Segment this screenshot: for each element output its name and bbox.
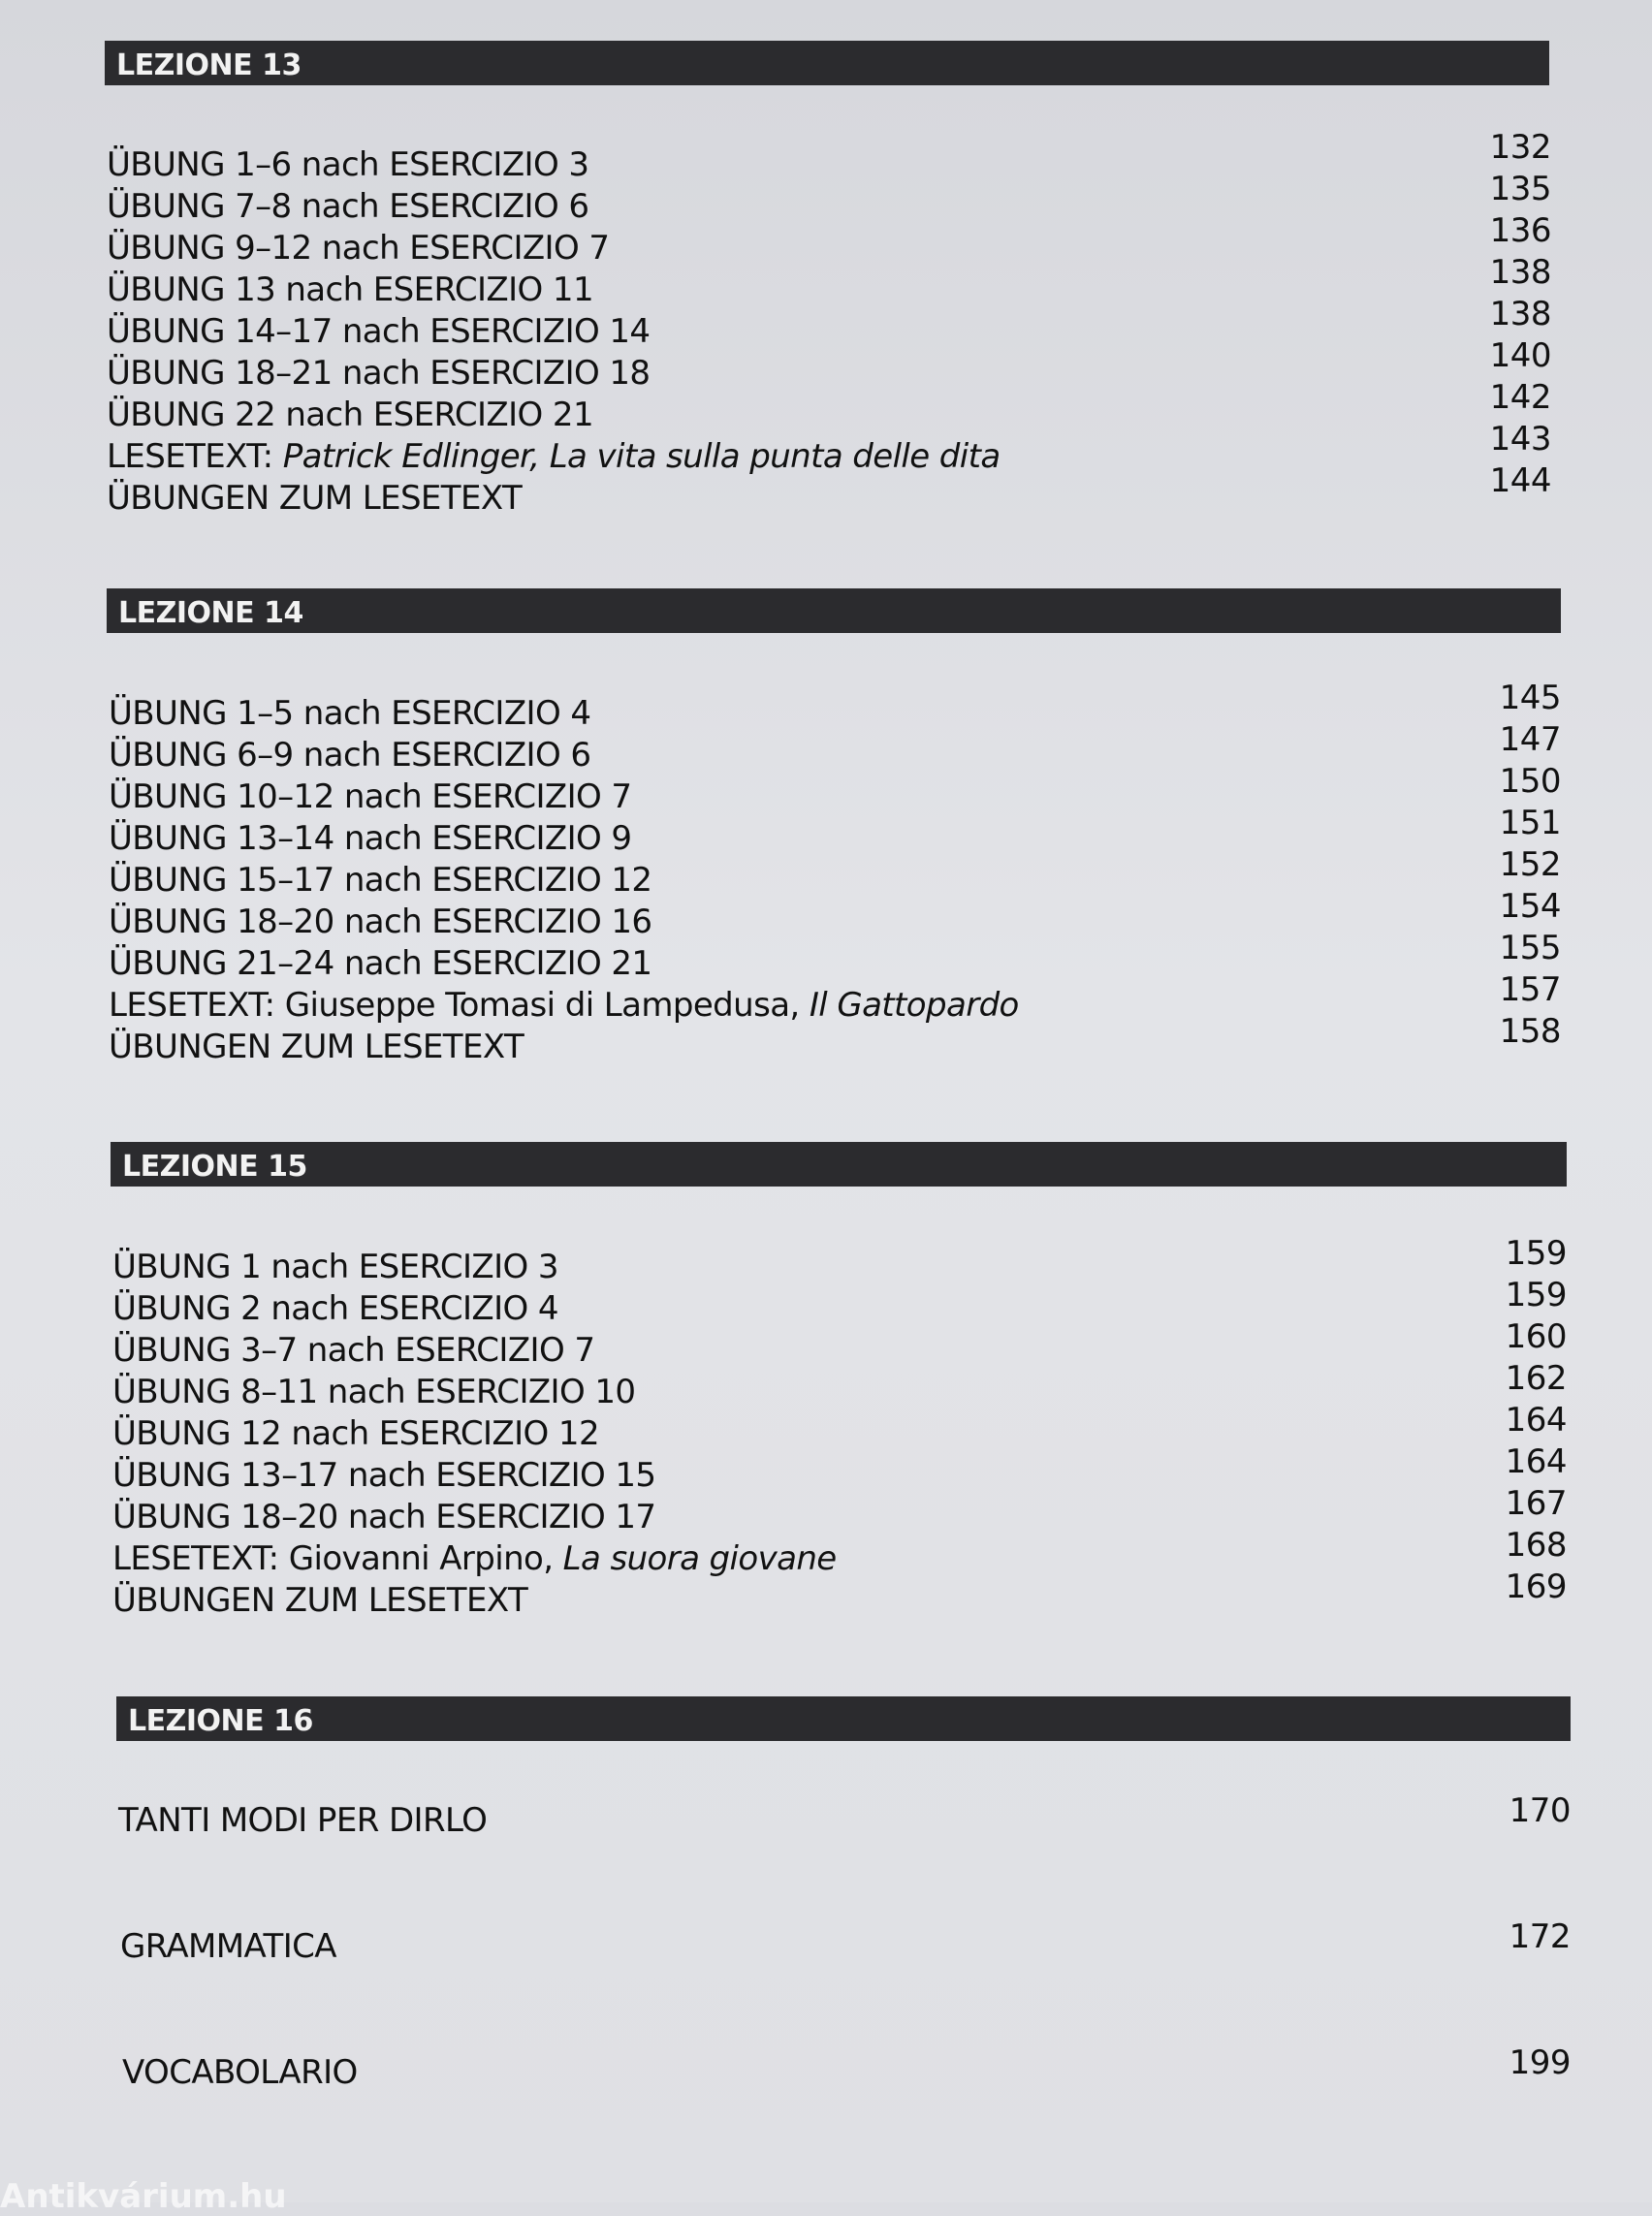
entry-title: ÜBUNG 12 nach ESERCIZIO 12 bbox=[112, 1414, 599, 1453]
section-heading-label: LEZIONE 15 bbox=[122, 1150, 307, 1184]
toc-entry bbox=[112, 1498, 655, 1536]
entry-title: TANTI MODI PER DIRLO bbox=[118, 1801, 488, 1840]
entry-page-number: 145 bbox=[1499, 679, 1561, 717]
entry-page-number: 170 bbox=[1509, 1791, 1571, 1830]
section-heading-label: LEZIONE 13 bbox=[116, 48, 302, 82]
entry-title: ÜBUNG 15–17 nach ESERCIZIO 12 bbox=[109, 861, 652, 900]
entry-title: ÜBUNG 13–14 nach ESERCIZIO 9 bbox=[109, 819, 632, 858]
toc-entry bbox=[112, 1581, 527, 1620]
entry-title: ÜBUNG 22 nach ESERCIZIO 21 bbox=[107, 396, 593, 434]
entry-page-number: 147 bbox=[1499, 720, 1561, 759]
toc-entry bbox=[107, 354, 650, 393]
entry-page-number: 132 bbox=[1489, 128, 1551, 167]
entry-page-number: 199 bbox=[1509, 2043, 1571, 2082]
entry-page-number: 168 bbox=[1505, 1526, 1567, 1565]
section-heading-lezione-15 bbox=[111, 1142, 1567, 1187]
entry-title: VOCABOLARIO bbox=[122, 2053, 358, 2092]
toc-entry bbox=[107, 312, 650, 351]
toc-entry bbox=[112, 1456, 655, 1495]
entry-prefix: LESETEXT: bbox=[107, 437, 283, 476]
entry-page-number: 136 bbox=[1489, 211, 1551, 250]
entry-title-italic: Il Gattopardo bbox=[809, 986, 1019, 1025]
toc-entry bbox=[109, 777, 631, 816]
entry-page-number: 157 bbox=[1499, 970, 1561, 1009]
entry-page-number: 155 bbox=[1499, 929, 1561, 967]
entry-page-number: 159 bbox=[1505, 1234, 1567, 1273]
entry-page-number: 142 bbox=[1489, 378, 1551, 417]
watermark: Antikvárium.hu bbox=[0, 2177, 287, 2216]
toc-entry bbox=[107, 187, 588, 226]
entry-page-number: 154 bbox=[1499, 887, 1561, 926]
entry-page-number: 164 bbox=[1505, 1401, 1567, 1440]
entry-page-number: 151 bbox=[1499, 804, 1561, 842]
entry-title: ÜBUNGEN ZUM LESETEXT bbox=[112, 1581, 528, 1620]
toc-entry bbox=[107, 229, 609, 268]
toc-entry bbox=[112, 1373, 635, 1411]
entry-title: ÜBUNG 18–20 nach ESERCIZIO 17 bbox=[112, 1498, 656, 1536]
toc-entry bbox=[122, 2053, 358, 2092]
entry-page-number: 164 bbox=[1505, 1442, 1567, 1481]
entry-title: ÜBUNG 6–9 nach ESERCIZIO 6 bbox=[109, 736, 591, 775]
entry-page-number: 160 bbox=[1505, 1317, 1567, 1356]
toc-entry bbox=[109, 694, 590, 733]
entry-title: ÜBUNG 18–20 nach ESERCIZIO 16 bbox=[109, 902, 652, 941]
entry-page-number: 158 bbox=[1499, 1012, 1561, 1051]
entry-prefix: LESETEXT: bbox=[109, 986, 285, 1025]
section-heading-lezione-16 bbox=[116, 1696, 1571, 1741]
toc-entry-lesetext bbox=[109, 986, 1019, 1025]
entry-prefix: LESETEXT: bbox=[112, 1539, 289, 1578]
entry-title: ÜBUNG 13–17 nach ESERCIZIO 15 bbox=[112, 1456, 656, 1495]
entry-title: Giovanni Arpino, bbox=[288, 1539, 563, 1578]
section-heading-lezione-13 bbox=[105, 41, 1549, 85]
entry-page-number: 143 bbox=[1489, 420, 1551, 459]
entry-page-number: 140 bbox=[1489, 336, 1551, 375]
entry-page-number: 135 bbox=[1489, 170, 1551, 208]
entry-title: ÜBUNGEN ZUM LESETEXT bbox=[107, 479, 523, 518]
toc-entry bbox=[107, 270, 593, 309]
toc-entry-lesetext bbox=[107, 437, 1001, 476]
entry-title: ÜBUNG 10–12 nach ESERCIZIO 7 bbox=[109, 777, 632, 816]
entry-title-italic: La suora giovane bbox=[562, 1539, 837, 1578]
toc-entry bbox=[107, 479, 522, 518]
entry-page-number: 162 bbox=[1505, 1359, 1567, 1398]
toc-entry bbox=[109, 736, 590, 775]
toc-entry bbox=[120, 1927, 336, 1966]
toc-entry bbox=[107, 145, 588, 184]
entry-title: GRAMMATICA bbox=[120, 1927, 336, 1966]
toc-entry bbox=[109, 819, 631, 858]
entry-title: ÜBUNG 18–21 nach ESERCIZIO 18 bbox=[107, 354, 651, 393]
toc-entry bbox=[112, 1414, 599, 1453]
toc-entry bbox=[109, 902, 651, 941]
entry-title: ÜBUNGEN ZUM LESETEXT bbox=[109, 1028, 524, 1066]
entry-title: ÜBUNG 13 nach ESERCIZIO 11 bbox=[107, 270, 593, 309]
toc-entry bbox=[112, 1289, 558, 1328]
entry-page-number: 152 bbox=[1499, 845, 1561, 884]
entry-title: ÜBUNG 9–12 nach ESERCIZIO 7 bbox=[107, 229, 610, 268]
entry-page-number: 138 bbox=[1489, 253, 1551, 292]
toc-entry bbox=[118, 1801, 487, 1840]
toc-entry bbox=[109, 944, 651, 983]
entry-title: ÜBUNG 7–8 nach ESERCIZIO 6 bbox=[107, 187, 589, 226]
entry-page-number: 150 bbox=[1499, 762, 1561, 801]
entry-title-italic: Patrick Edlinger, La vita sulla punta delle dita bbox=[282, 437, 1001, 476]
section-heading-label: LEZIONE 14 bbox=[118, 596, 303, 630]
entry-title: ÜBUNG 2 nach ESERCIZIO 4 bbox=[112, 1289, 558, 1328]
entry-page-number: 172 bbox=[1509, 1917, 1571, 1956]
entry-title: ÜBUNG 14–17 nach ESERCIZIO 14 bbox=[107, 312, 651, 351]
entry-title: ÜBUNG 1 nach ESERCIZIO 3 bbox=[112, 1248, 558, 1286]
section-heading-lezione-14 bbox=[107, 588, 1561, 633]
entry-page-number: 169 bbox=[1505, 1567, 1567, 1606]
entry-title: ÜBUNG 1–6 nach ESERCIZIO 3 bbox=[107, 145, 589, 184]
entry-page-number: 167 bbox=[1505, 1484, 1567, 1523]
toc-entry bbox=[109, 861, 651, 900]
entry-page-number: 159 bbox=[1505, 1276, 1567, 1314]
toc-entry bbox=[107, 396, 593, 434]
entry-page-number: 138 bbox=[1489, 295, 1551, 333]
toc-entry-lesetext bbox=[112, 1539, 837, 1578]
entry-page-number: 144 bbox=[1489, 461, 1551, 500]
entry-title: ÜBUNG 3–7 nach ESERCIZIO 7 bbox=[112, 1331, 595, 1370]
entry-title: ÜBUNG 1–5 nach ESERCIZIO 4 bbox=[109, 694, 591, 733]
toc-entry bbox=[112, 1331, 594, 1370]
section-heading-label: LEZIONE 16 bbox=[128, 1704, 313, 1738]
toc-entry bbox=[112, 1248, 558, 1286]
entry-title: ÜBUNG 8–11 nach ESERCIZIO 10 bbox=[112, 1373, 636, 1411]
entry-title: Giuseppe Tomasi di Lampedusa, bbox=[284, 986, 810, 1025]
toc-entry bbox=[109, 1028, 524, 1066]
entry-title: ÜBUNG 21–24 nach ESERCIZIO 21 bbox=[109, 944, 652, 983]
